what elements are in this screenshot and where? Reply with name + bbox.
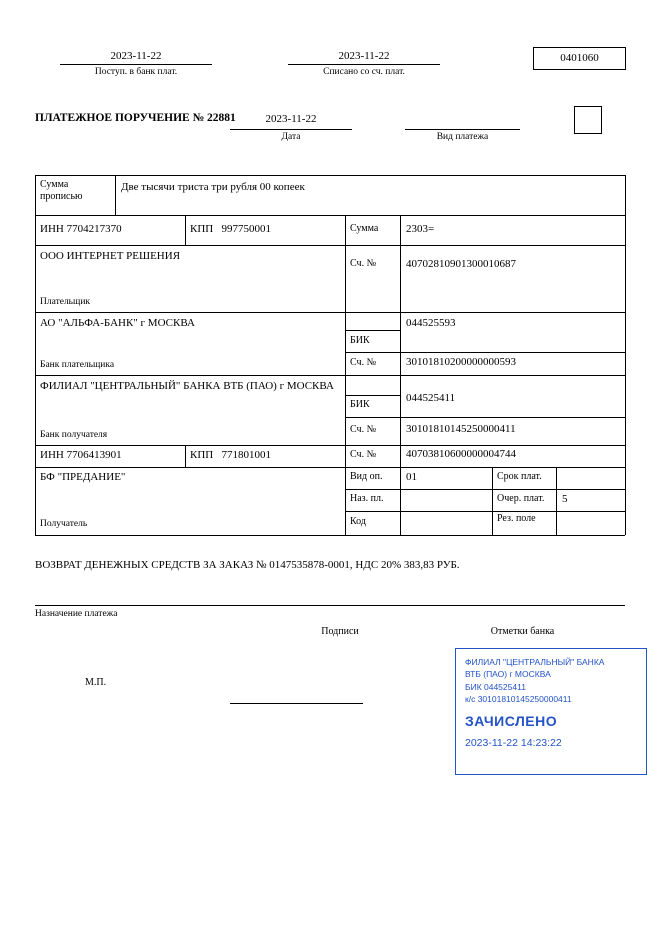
grid-line <box>345 215 346 535</box>
bank-marks-label: Отметки банка <box>490 626 555 637</box>
payment-type-label: Вид платежа <box>436 132 489 142</box>
payment-type-underline <box>405 129 520 130</box>
grid-line <box>35 445 625 446</box>
grid-line <box>35 312 625 313</box>
code-label: Код <box>350 516 366 527</box>
grid-line <box>492 467 493 535</box>
amount-words-value: Две тысячи триста три рубля 00 копеек <box>121 181 305 193</box>
stamp-status: ЗАЧИСЛЕНО <box>465 713 558 730</box>
payer-bank-name: АО "АЛЬФА-БАНК" г МОСКВА <box>40 317 195 329</box>
grid-line <box>35 535 625 536</box>
payee-name: БФ "ПРЕДАНИЕ" <box>40 471 126 483</box>
op-type-label: Вид оп. <box>350 471 383 482</box>
sum-label: Сумма <box>350 223 379 234</box>
document-title: ПЛАТЕЖНОЕ ПОРУЧЕНИЕ № 22881 <box>35 112 236 124</box>
payer-name: ООО ИНТЕРНЕТ РЕШЕНИЯ <box>40 250 181 262</box>
payee-inn: ИНН 7706413901 <box>40 449 122 461</box>
purpose-label: Назначение платежа <box>35 609 118 619</box>
stamp-bank-name-line2: ВТБ (ПАО) г МОСКВА <box>465 669 551 680</box>
date-label: Дата <box>281 132 301 142</box>
payee-bank-bik: 044525411 <box>406 392 456 404</box>
form-code-box: 0401060 <box>533 47 626 70</box>
signatures-label: Подписи <box>321 626 359 637</box>
payer-bank-account: 30101810200000000593 <box>406 356 516 368</box>
grid-line <box>35 467 625 468</box>
amount-words-label: Сумма прописью <box>40 179 83 202</box>
stamp-bank-name-line1: ФИЛИАЛ "ЦЕНТРАЛЬНЫЙ" БАНКА <box>465 657 605 667</box>
grid-line <box>345 395 400 396</box>
payee-kpp: КПП 771801001 <box>190 449 271 461</box>
grid-line <box>35 215 625 216</box>
grid-line <box>400 215 401 535</box>
payer-kpp: КПП 997750001 <box>190 223 271 235</box>
document-date: 2023-11-22 <box>265 113 317 125</box>
received-underline <box>60 64 212 65</box>
grid-line <box>345 511 625 512</box>
priority-value: 5 <box>562 493 568 505</box>
payee-bank-section-label: Банк получателя <box>40 430 108 440</box>
payer-account-label: Сч. № <box>350 258 377 269</box>
grid-line <box>345 489 625 490</box>
grid-line <box>345 330 400 331</box>
stamp-place-label: М.П. <box>85 677 107 688</box>
payer-bank-section-label: Банк плательщика <box>40 360 115 370</box>
grid-line <box>35 375 625 376</box>
grid-line <box>556 467 557 535</box>
stamp-corr-account: к/с 30101810145250000411 <box>465 693 572 704</box>
pay-purpose-code-label: Наз. пл. <box>350 493 384 504</box>
payer-inn: ИНН 7704217370 <box>40 223 122 235</box>
grid-line <box>185 215 186 245</box>
payer-bank-bik: 044525593 <box>406 317 456 329</box>
grid-line <box>35 175 625 176</box>
payee-account: 40703810600000004744 <box>406 448 516 460</box>
date-underline <box>230 129 352 130</box>
debited-underline <box>288 64 440 65</box>
grid-line <box>625 175 626 535</box>
priority-label: Очер. плат. <box>497 493 545 504</box>
payee-account-label: Сч. № <box>350 449 377 460</box>
grid-line <box>345 352 625 353</box>
op-type-value: 01 <box>406 471 417 483</box>
signature-line <box>230 703 363 704</box>
grid-line <box>35 245 625 246</box>
purpose-text: ВОЗВРАТ ДЕНЕЖНЫХ СРЕДСТВ ЗА ЗАКАЗ № 0147535878-0001, НДС 20% 383,83 РУБ. <box>35 559 460 571</box>
payee-bank-name: ФИЛИАЛ "ЦЕНТРАЛЬНЫЙ" БАНКА ВТБ (ПАО) г МОСКВА <box>40 380 334 392</box>
payee-bank-bik-label: БИК <box>350 399 370 410</box>
sum-value: 2303= <box>406 223 435 235</box>
stamp-bik: БИК 044525411 <box>465 681 526 692</box>
grid-line <box>115 175 116 215</box>
pay-term-label: Срок плат. <box>497 471 542 482</box>
bank-stamp <box>455 648 647 775</box>
stamp-datetime: 2023-11-22 14:23:22 <box>465 737 562 750</box>
purpose-underline <box>35 605 625 606</box>
payer-bank-account-label: Сч. № <box>350 357 377 368</box>
debited-date: 2023-11-22 <box>338 50 390 62</box>
received-label: Поступ. в банк плат. <box>94 67 178 77</box>
grid-line <box>35 175 36 535</box>
reserve-box <box>574 106 602 134</box>
grid-line <box>185 445 186 467</box>
payee-section-label: Получатель <box>40 519 88 529</box>
debited-label: Списано со сч. плат. <box>323 67 405 77</box>
received-date: 2023-11-22 <box>110 50 162 62</box>
grid-line <box>345 417 625 418</box>
reserve-field-label: Рез. поле <box>497 513 536 524</box>
payee-bank-account: 30101810145250000411 <box>406 423 516 435</box>
payer-section-label: Плательщик <box>40 297 91 307</box>
payee-bank-account-label: Сч. № <box>350 424 377 435</box>
payer-account: 40702810901300010687 <box>406 258 516 270</box>
payer-bank-bik-label: БИК <box>350 335 370 346</box>
